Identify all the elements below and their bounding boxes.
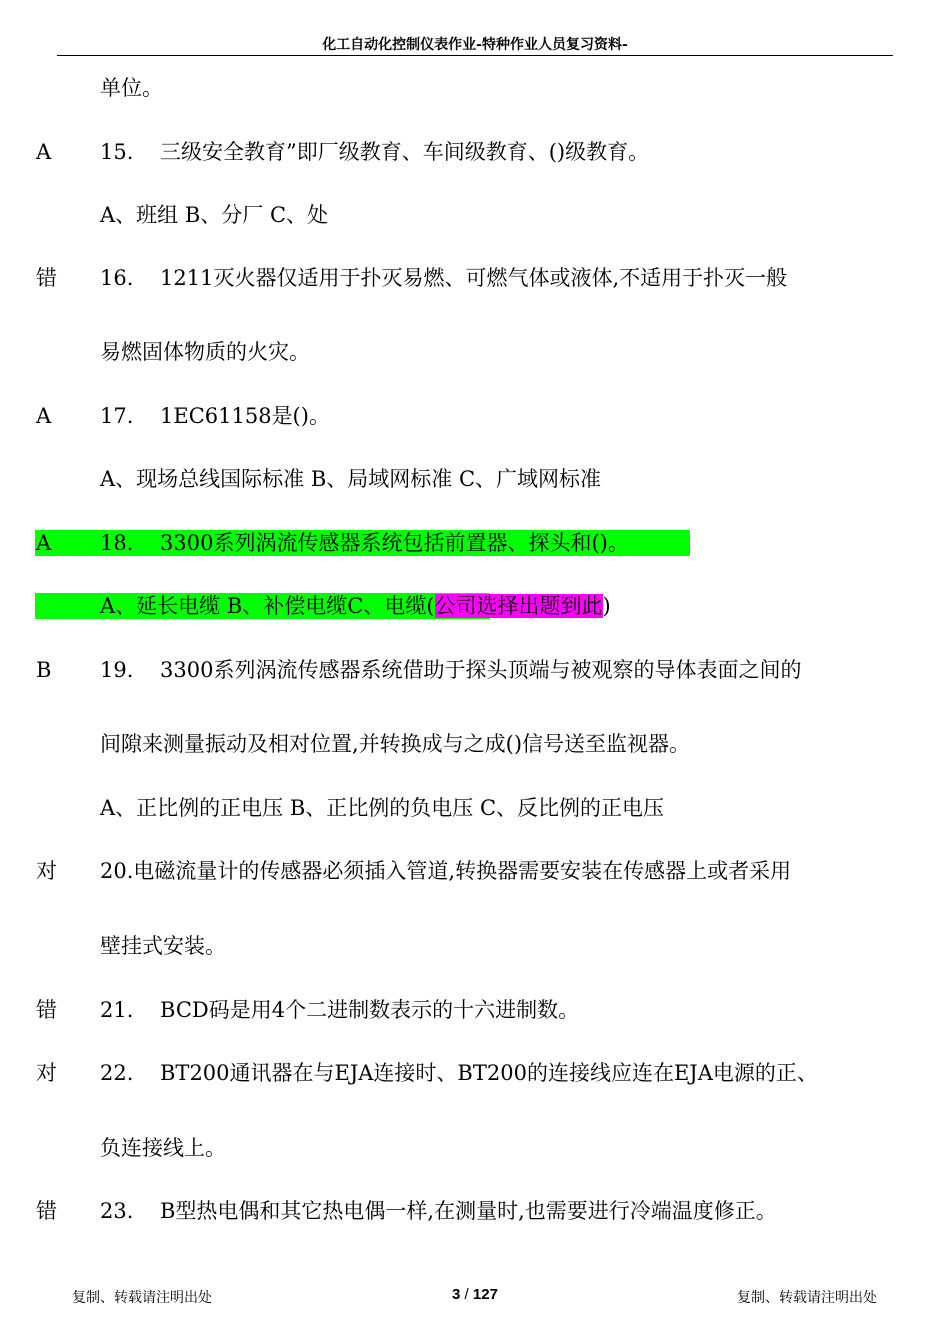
question-number: 15.	[100, 140, 134, 164]
question-number: 22.	[100, 1061, 134, 1085]
question-17-options	[0, 459, 950, 499]
note-highlight: 公司选择出题到此	[434, 594, 603, 618]
answer-label: 对	[36, 1061, 57, 1085]
question-18-options	[0, 586, 950, 626]
question-16	[0, 258, 950, 298]
options-label: A、延长电缆 B、补偿电缆C、电缆	[100, 594, 427, 618]
question-number: 17.	[100, 404, 134, 428]
question-text: 1211灭火器仅适用于扑灭易燃、可燃气体或液体,不适用于扑灭一般	[160, 266, 788, 290]
question-text: 1EC61158是()。	[160, 404, 330, 428]
answer-label: 错	[36, 998, 57, 1022]
page-header: 化工自动化控制仪表作业-特种作业人员复习资料-	[322, 37, 628, 53]
page-separator: /	[460, 1286, 473, 1303]
options-text: A、现场总线国际标准 B、局域网标准 C、广域网标准	[100, 467, 602, 491]
question-text: BT200通讯器在与EJA连接时、BT200的连接线应连在EJA电源的正、	[160, 1061, 818, 1085]
paren-open: (	[426, 594, 435, 618]
question-19	[0, 650, 950, 690]
continuation-text: 负连接线上。	[100, 1136, 226, 1160]
answer-label: B	[36, 658, 52, 682]
question-19-options	[0, 788, 950, 828]
footer-left-note: 复制、转载请注明出处	[72, 1290, 212, 1306]
options-text: A、正比例的正电压 B、正比例的负电压 C、反比例的正电压	[100, 796, 665, 820]
question-23	[0, 1191, 950, 1231]
answer-label: A	[36, 140, 52, 164]
question-text: 三级安全教育”即厂级教育、车间级教育、()级教育。	[160, 140, 650, 164]
continuation-text: 单位。	[100, 76, 163, 100]
text-line	[0, 68, 950, 108]
page-current: 3	[452, 1286, 461, 1303]
answer-label: 错	[36, 1199, 57, 1223]
question-text: 3300系列涡流传感器系统包括前置器、探头和()。	[160, 531, 629, 555]
question-number: 16.	[100, 266, 134, 290]
question-text: BCD码是用4个二进制数表示的十六进制数。	[160, 998, 580, 1022]
question-text: 20.电磁流量计的传感器必须插入管道,转换器需要安装在传感器上或者采用	[100, 859, 792, 883]
header-divider	[57, 55, 893, 56]
answer-label: 对	[36, 859, 57, 883]
options-text: A、班组 B、分厂 C、处	[100, 203, 329, 227]
question-number: 23.	[100, 1199, 134, 1223]
question-number: 21.	[100, 998, 134, 1022]
question-number: 19.	[100, 658, 134, 682]
question-text: 3300系列涡流传感器系统借助于探头顶端与被观察的导体表面之间的	[160, 658, 802, 682]
question-21	[0, 990, 950, 1030]
continuation-text: 易燃固体物质的火灾。	[100, 340, 310, 364]
paren-close: )	[602, 594, 611, 618]
answer-label: A	[36, 404, 52, 428]
continuation-text: 间隙来测量振动及相对位置,并转换成与之成()信号送至监视器。	[100, 732, 691, 756]
question-20	[0, 851, 950, 891]
question-17	[0, 396, 950, 436]
answer-label: 错	[36, 266, 57, 290]
page-total: 127	[472, 1286, 498, 1303]
answer-label: A	[36, 531, 52, 555]
question-18	[0, 523, 950, 563]
question-22	[0, 1053, 950, 1093]
options-text	[100, 586, 611, 626]
question-text: B型热电偶和其它热电偶一样,在测量时,也需要进行冷端温度修正。	[160, 1199, 777, 1223]
question-22-continued	[0, 1128, 950, 1168]
question-19-continued	[0, 724, 950, 764]
question-15	[0, 132, 950, 172]
continuation-text: 壁挂式安装。	[100, 934, 226, 958]
question-15-options	[0, 195, 950, 235]
question-number: 18.	[100, 531, 134, 555]
question-16-continued	[0, 332, 950, 372]
question-20-continued	[0, 926, 950, 966]
footer-right-note: 复制、转载请注明出处	[737, 1290, 877, 1306]
